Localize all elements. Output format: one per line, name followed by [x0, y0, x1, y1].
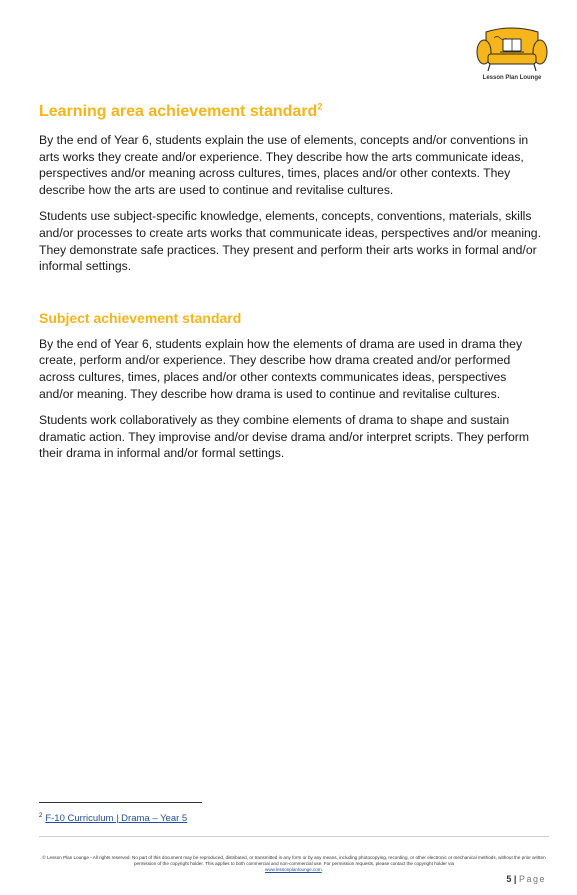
page-number: 5 | Page [506, 874, 546, 884]
learning-area-paragraph-2: Students use subject-specific knowledge, elements, concepts, conventions, materials, skills and/or processes to create arts works that communicate ideas, perspectives and/or meaning. They demonstrate safe practices. They present and perform their arts works in formal and/or informal settings. [39, 209, 541, 274]
sofa-logo-icon [476, 26, 548, 76]
learning-area-paragraph-1: By the end of Year 6, students explain the use of elements, concepts and/or conventions in arts works they create and/or experience. They describe how the arts communicate ideas, perspectives and/or meaning across cultures, times, places and/or other contexts. They describe how the arts are used to continue and revitalise cultures. [39, 133, 529, 197]
footer-divider [39, 836, 549, 837]
copyright-notice: © Lesson Plan Lounge - All rights reserved. No part of this document may be reproduced, distributed, or transmitted in any form or by any means, including photocopying, recording, or other electronic or mechanical methods, without the prior written permission of the copyright holder. This applies to both commercial and non-commercial use. For permission requests, please contact the copyright holder via www.lessonplanlounge.com. [42, 855, 546, 872]
footnote-ref[interactable]: 2 [317, 101, 323, 112]
document-body [39, 102, 544, 472]
footnote-link[interactable]: F-10 Curriculum | Drama – Year 5 [45, 813, 188, 824]
lesson-plan-lounge-logo [476, 26, 548, 84]
footnote [39, 813, 187, 824]
subject-standard-heading: Subject achievement standard [39, 309, 242, 326]
logo-text: Lesson Plan Lounge [482, 75, 542, 81]
website-link[interactable]: www.lessonplanlounge.com [265, 867, 322, 872]
subject-standard-paragraph-2: Students work collaboratively as they combine elements of drama to shape and sustain dramatic action. They improvise and/or devise drama and/or interpret scripts. They perform their drama in informal and/or formal settings. [39, 413, 529, 461]
footnote-number: 2 [39, 812, 43, 819]
footnote-divider [39, 802, 202, 803]
subject-standard-paragraph-1: By the end of Year 6, students explain how the elements of drama are used in drama they create, perform and/or experience. They describe how drama created and/or performed across cultures, times, places and/or other contexts communicates ideas, perspectives and/or meaning. They describe how drama is used to continue and revitalise cultures. [39, 336, 523, 401]
learning-area-heading: Learning area achievement standard$^2$ [39, 101, 323, 120]
